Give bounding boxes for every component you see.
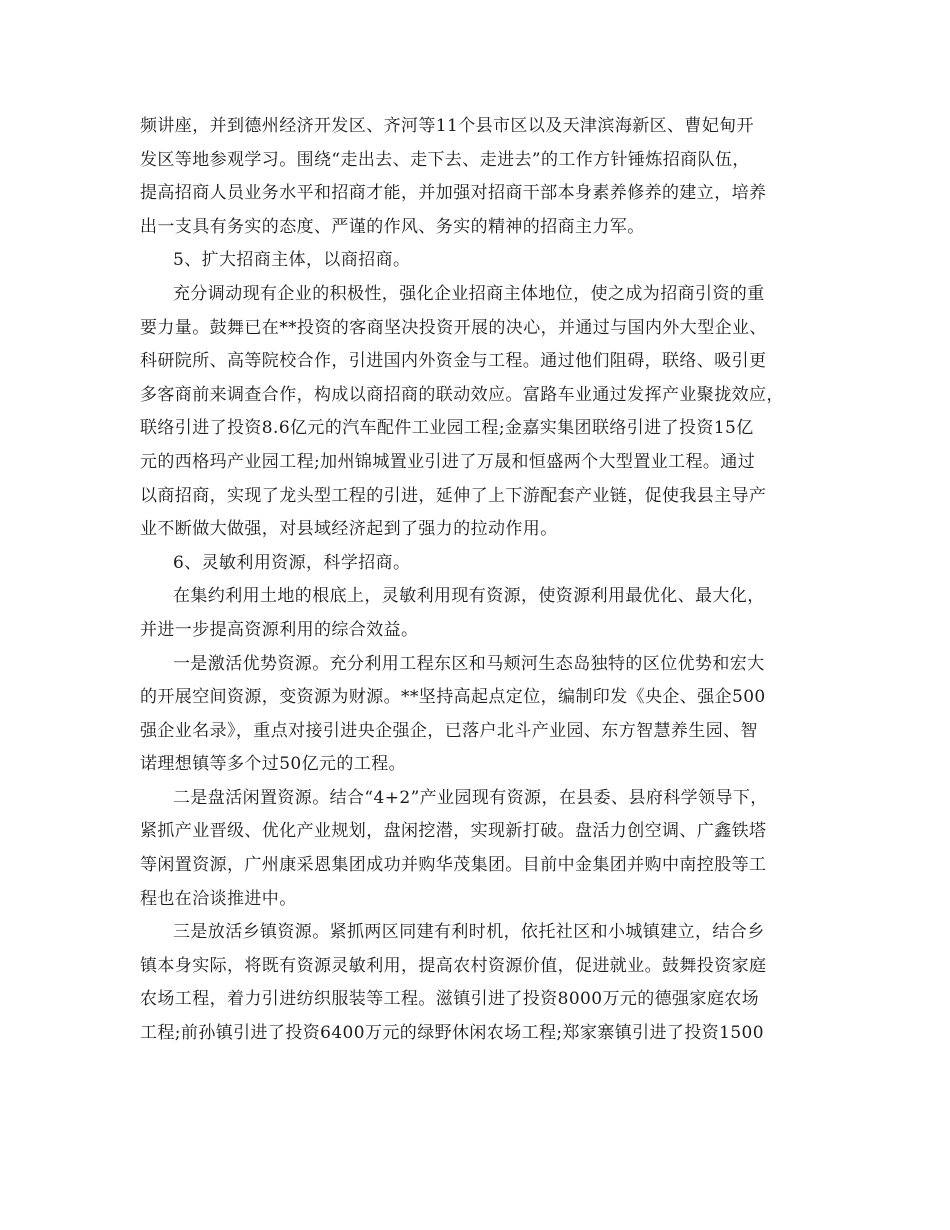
text-line: 科研院所、高等院校合作，引进国内外资金与工程。通过他们阻碍，联络、吸引更 — [140, 351, 767, 372]
text-line: 三是放活乡镇资源。紧抓两区同建有利时机，依托社区和小城镇建立，结合乡 — [173, 922, 765, 943]
text-line: 充分调动现有企业的积极性，强化企业招商主体地位，使之成为招商引资的重 — [173, 283, 765, 304]
text-line: 以商招商，实现了龙头型工程的引进，延伸了上下游配套产业链，促使我县主导产 — [140, 485, 767, 506]
text-line: 农场工程，着力引进纺织服装等工程。滋镇引进了投资8000万元的德强家庭农场 — [140, 989, 760, 1010]
text-line: 多客商前来调查合作，构成以商招商的联动效应。富路车业通过发挥产业聚拢效应， — [140, 384, 784, 405]
text-line: 二是盘活闲置资源。结合“4+2”产业园现有资源，在县委、县府科学领导下， — [173, 787, 768, 808]
text-line: 程也在洽谈推进中。 — [140, 888, 297, 909]
document-body — [140, 110, 830, 1051]
text-line: 联络引进了投资8.6亿元的汽车配件工业园工程;金嘉实集团联络引进了投资15亿 — [140, 418, 754, 439]
text-line: 镇本身实际，将既有资源灵敏利用，提高农村资源价值，促进就业。鼓舞投资家庭 — [140, 955, 767, 976]
text-line: 的开展空间资源，变资源为财源。**坚持高起点定位，编制印发《央企、强企500 — [140, 687, 766, 708]
text-line: 出一支具有务实的态度、严谨的作风、务实的精神的招商主力军。 — [140, 216, 645, 237]
text-line: 提高招商人员业务水平和招商才能，并加强对招商干部本身素养修养的建立，培养 — [140, 183, 767, 204]
text-line: 一是激活优势资源。充分利用工程东区和马颊河生态岛独特的区位优势和宏大 — [173, 653, 765, 674]
text-line: 紧抓产业晋级、优化产业规划，盘闲挖潜，实现新打破。盘活力创空调、广鑫铁塔 — [140, 821, 767, 842]
text-line: 6、灵敏利用资源，科学招商。 — [173, 552, 411, 573]
text-line: 要力量。鼓舞已在**投资的客商坚决投资开展的决心，并通过与国内外大型企业、 — [140, 317, 767, 338]
text-line: 发区等地参观学习。围绕“走出去、走下去、走进去”的工作方针锤炼招商队伍， — [140, 149, 750, 170]
text-line: 业不断做大做强，对县域经济起到了强力的拉动作用。 — [140, 519, 558, 540]
text-line: 元的西格玛产业园工程;加州锦城置业引进了万晟和恒盛两个大型置业工程。通过 — [140, 451, 756, 472]
text-line: 等闲置资源，广州康采恩集团成功并购华茂集团。目前中金集团并购中南控股等工 — [140, 855, 767, 876]
text-line: 强企业名录》，重点对接引进央企强企，已落户北斗产业园、东方智慧养生园、智 — [140, 720, 758, 741]
text-line: 并进一步提高资源利用的综合效益。 — [140, 619, 419, 640]
text-line: 5、扩大招商主体，以商招商。 — [173, 250, 411, 271]
text-line: 诺理想镇等多个过50亿元的工程。 — [140, 754, 407, 775]
text-line: 工程;前孙镇引进了投资6400万元的绿野休闲农场工程;郑家寨镇引进了投资1500 — [140, 1023, 764, 1044]
text-line: 频讲座，并到德州经济开发区、齐河等11个县市区以及天津滨海新区、曹妃甸开 — [140, 116, 755, 136]
text-line: 在集约利用土地的根底上，灵敏利用现有资源，使资源利用最优化、最大化， — [173, 586, 765, 607]
